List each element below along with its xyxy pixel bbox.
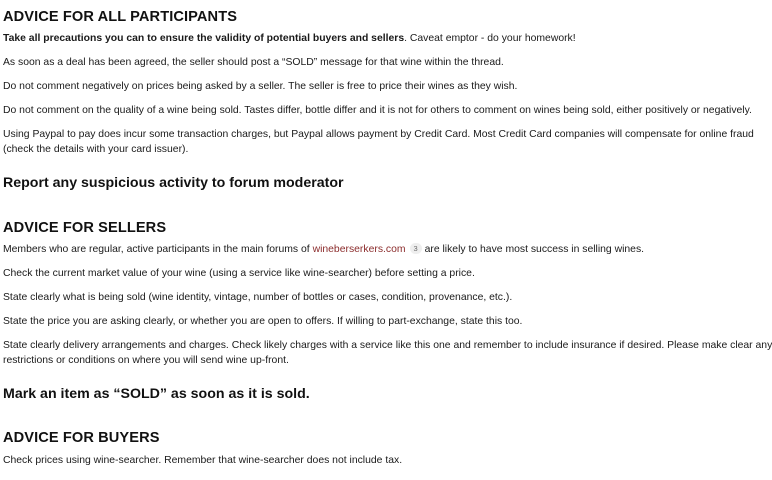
paragraph-no-negative-prices: Do not comment negatively on prices being asked by a seller. The seller is free to price their wines as they wish. xyxy=(3,81,518,92)
paragraph-regular-members xyxy=(3,242,644,257)
paragraph-post-sold: As soon as a deal has been agreed, the seller should post a “SOLD” message for that wine within the thread. xyxy=(3,57,504,68)
callout-report-suspicious: Report any suspicious activity to forum moderator xyxy=(3,175,344,191)
forum-post-body xyxy=(3,0,772,480)
members-text-after: are likely to have most success in selling wines. xyxy=(421,244,645,255)
paragraph-delivery-line-2: restrictions or conditions on where you will send wine up-front. xyxy=(3,355,289,366)
heading-sellers: ADVICE FOR SELLERS xyxy=(3,220,167,236)
paragraph-state-what-sold: State clearly what is being sold (wine identity, vintage, number of bottles or cases, condition, provenance, etc.). xyxy=(3,292,513,303)
wineberserkers-link[interactable]: wineberserkers.com xyxy=(312,244,406,255)
paragraph-paypal-line-2: (check the details with your card issuer). xyxy=(3,144,189,155)
paragraph-no-quality-comments: Do not comment on the quality of a wine being sold. Tastes differ, bottle differ and it is not for others to comment on wines being sold, either positively or negatively. xyxy=(3,105,752,116)
paragraph-delivery-line-1: State clearly delivery arrangements and charges. Check likely charges with a service like this one and remember to include insurance if desired. Please make clear any xyxy=(3,340,772,351)
members-text-before: Members who are regular, active participants in the main forums of xyxy=(3,244,313,255)
paragraph-check-prices: Check prices using wine-searcher. Remember that wine-searcher does not include tax. xyxy=(3,455,403,466)
paragraph-precautions xyxy=(3,31,576,46)
heading-all-participants: ADVICE FOR ALL PARTICIPANTS xyxy=(3,9,238,25)
paragraph-state-price: State the price you are asking clearly, or whether you are open to offers. If willing to part-exchange, state this too. xyxy=(3,316,523,327)
precautions-rest-text: . Caveat emptor - do your homework! xyxy=(404,33,576,44)
link-click-count-badge: 3 xyxy=(410,243,422,254)
callout-mark-sold: Mark an item as “SOLD” as soon as it is sold. xyxy=(3,386,310,402)
precautions-bold-text: Take all precautions you can to ensure the validity of potential buyers and sellers xyxy=(3,33,405,44)
heading-buyers: ADVICE FOR BUYERS xyxy=(3,430,160,446)
paragraph-paypal-line-1: Using Paypal to pay does incur some transaction charges, but Paypal allows payment by Credit Card. Most Credit Card companies will compensate for online fraud xyxy=(3,129,754,140)
paragraph-market-value: Check the current market value of your wine (using a service like wine-searcher) before setting a price. xyxy=(3,268,475,279)
